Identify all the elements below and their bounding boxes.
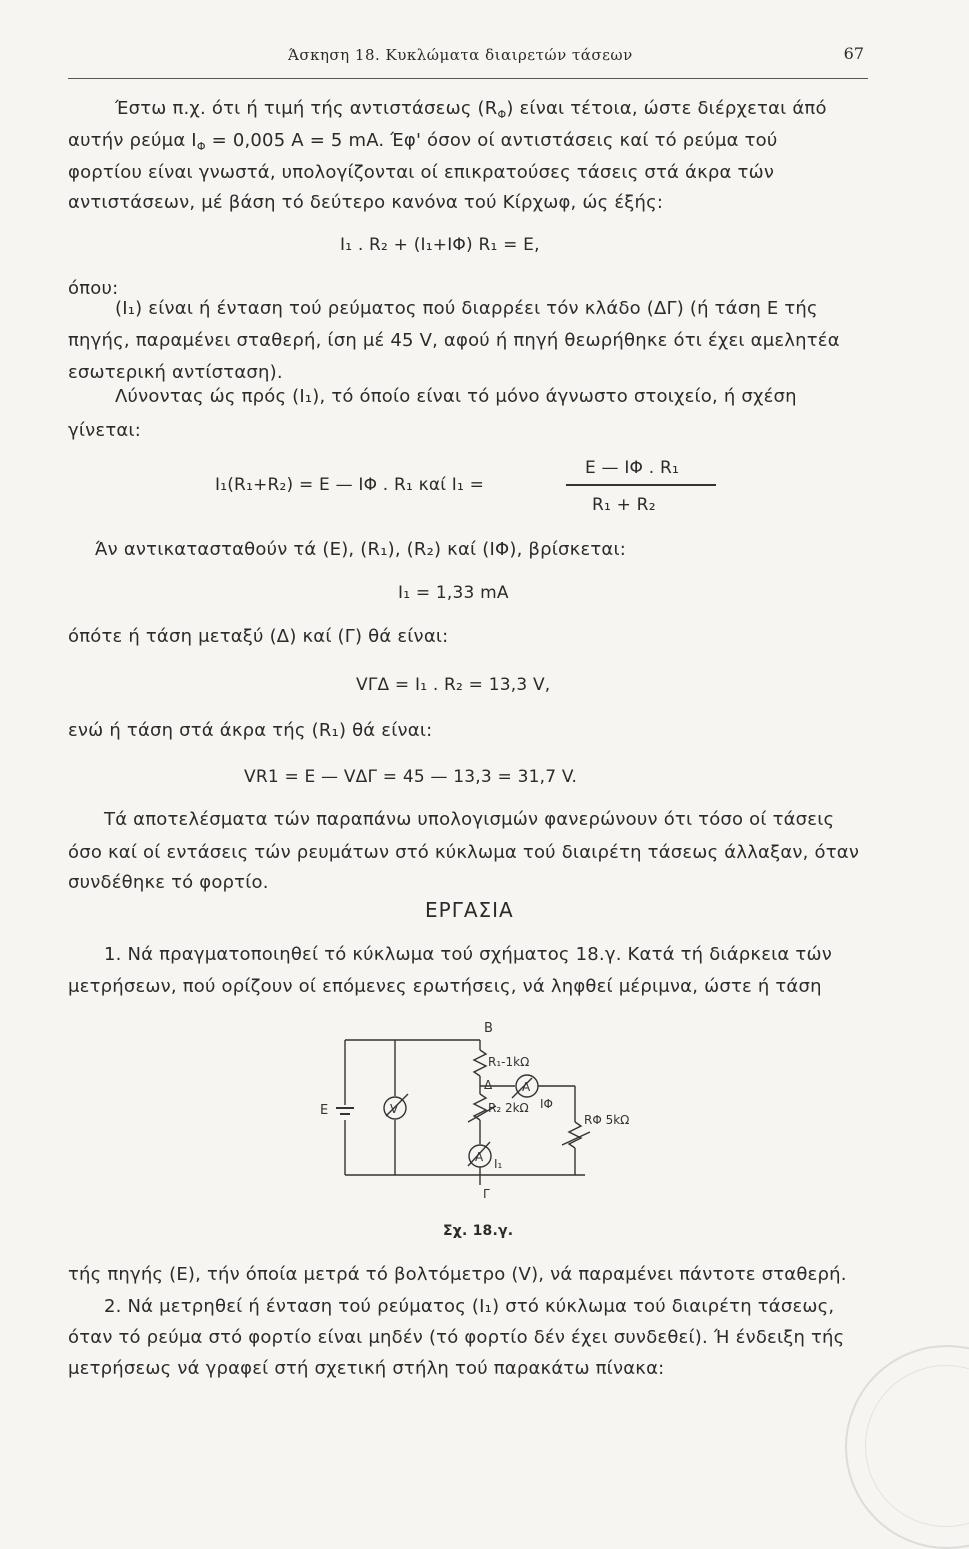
equation-2-left: I₁(R₁+R₂) = E — IΦ . R₁ καί I₁ = xyxy=(215,475,485,495)
label-gamma: Γ xyxy=(483,1187,490,1201)
section-heading: ΕΡΓΑΣΙΑ xyxy=(425,898,514,922)
label-e: E xyxy=(320,1103,329,1118)
equation-1: I₁ . R₂ + (I₁+IΦ) R₁ = E, xyxy=(340,235,540,255)
label-delta: Δ xyxy=(484,1078,493,1092)
paragraph-6: ενώ ή τάση στά άκρα τής (R₁) θά είναι: xyxy=(68,720,433,741)
rphi-arrow xyxy=(562,1132,590,1145)
label-b: B xyxy=(484,1021,493,1036)
paragraph-10-line-1: 2. Νά μετρηθεί ή ένταση τού ρεύματος (I₁) στό κύκλωμα τού διαιρέτη τάσεως, xyxy=(104,1296,835,1317)
equation-2-numerator: E — IΦ . R₁ xyxy=(585,458,679,478)
equation-2-denominator: R₁ + R₂ xyxy=(592,495,656,515)
paragraph-7-line-1: Τά αποτελέσματα τών παραπάνω υπολογισμών φανερώνουν ότι τόσο οί τάσεις xyxy=(104,809,835,830)
paragraph-1-line-2: αυτήν ρεύμα $I_\Phi = 0,005$ A = 5 mA. Έφ' όσον οί αντιστάσεις καί τό ρεύμα τού xyxy=(68,130,778,153)
paragraph-7-line-2: όσο καί οί εντάσεις τών ρευμάτων στό κύκλωμα τού διαιρέτη τάσεως άλλαξαν, όταν xyxy=(68,842,860,863)
resistor-r1-icon xyxy=(474,1050,486,1076)
paragraph-8-line-2: μετρήσεων, πού ορίζουν οί επόμενες ερωτήσεις, νά ληφθεί μέριμνα, ώστε ή τάση xyxy=(68,976,822,997)
paragraph-7-line-3: συνδέθηκε τό φορτίο. xyxy=(68,872,269,893)
label-iphi: IΦ xyxy=(540,1097,553,1111)
paragraph-10-line-3: μετρήσεως νά γραφεί στή σχετική στήλη τού παρακάτω πίνακα: xyxy=(68,1358,665,1379)
label-ammeter-top: A xyxy=(522,1080,531,1094)
paragraph-5: όπότε ή τάση μεταξύ (Δ) καί (Γ) θά είναι: xyxy=(68,626,449,647)
label-voltmeter: V xyxy=(390,1102,399,1116)
equation-5: VR1 = E — VΔΓ = 45 — 13,3 = 31,7 V. xyxy=(244,767,578,787)
paragraph-3-line-1: Λύνοντας ώς πρός (I₁), τό όποίο είναι τό μόνο άγνωστο στοιχείο, ή σχέση xyxy=(115,386,797,407)
paragraph-1-line-3: φορτίου είναι γνωστά, υπολογίζονται οί επικρατούσες τάσεις στά άκρα τών xyxy=(68,162,775,183)
page-header xyxy=(68,38,868,79)
label-ammeter-bottom: A xyxy=(475,1150,484,1164)
paragraph-2-line-1: (I₁) είναι ή ένταση τού ρεύματος πού διαρρέει τόν κλάδο (ΔΓ) (ή τάση E τής xyxy=(115,298,818,319)
page-number: 67 xyxy=(843,44,864,63)
paragraph-1-line-4: αντιστάσεων, μέ βάση τό δεύτερο κανόνα τού Κίρχωφ, ώς έξής: xyxy=(68,192,664,213)
resistor-r2-icon xyxy=(474,1094,486,1120)
fraction-bar xyxy=(566,484,716,486)
paragraph-8-line-1: 1. Νά πραγματοποιηθεί τό κύκλωμα τού σχήματος 18.γ. Κατά τή διάρκεια τών xyxy=(104,944,832,965)
resistor-rphi-icon xyxy=(569,1122,581,1148)
paragraph-9: τής πηγής (E), τήν όποία μετρά τό βολτόμετρο (V), νά παραμένει πάντοτε σταθερή. xyxy=(68,1264,847,1285)
label-rphi: RΦ 5kΩ xyxy=(584,1113,630,1127)
paragraph-2-line-2: πηγής, παραμένει σταθερή, ίση μέ 45 V, αφού ή πηγή θεωρήθηκε ότι έχει αμελητέα xyxy=(68,330,840,351)
paragraph-4: Άν αντικατασταθούν τά (E), (R₁), (R₂) καί (IΦ), βρίσκεται: xyxy=(95,539,627,560)
paragraph-1-line-1: Έστω π.χ. ότι ή τιμή τής αντιστάσεως $(R_\Phi)$ είναι τέτοια, ώστε διέρχεται άπό xyxy=(115,98,827,121)
label-r1: R₁-1kΩ xyxy=(488,1055,530,1069)
paragraph-10-line-2: όταν τό ρεύμα στό φορτίο είναι μηδέν (τό φορτίο δέν έχει συνδεθεί). Ή ένδειξη τής xyxy=(68,1327,845,1348)
circuit-diagram xyxy=(300,1010,680,1210)
label-i1: I₁ xyxy=(494,1157,503,1171)
paragraph-3-line-2: γίνεται: xyxy=(68,420,141,441)
opou-label: όπου: xyxy=(68,278,119,299)
paragraph-2-line-3: εσωτερική αντίσταση). xyxy=(68,362,283,383)
header-title: Άσκηση 18. Κυκλώματα διαιρετών τάσεων xyxy=(288,46,633,64)
figure-caption: Σχ. 18.γ. xyxy=(443,1223,514,1239)
equation-3: I₁ = 1,33 mA xyxy=(398,583,509,603)
equation-4: VΓΔ = I₁ . R₂ = 13,3 V, xyxy=(356,675,551,695)
label-r2: R₂ 2kΩ xyxy=(488,1101,529,1115)
